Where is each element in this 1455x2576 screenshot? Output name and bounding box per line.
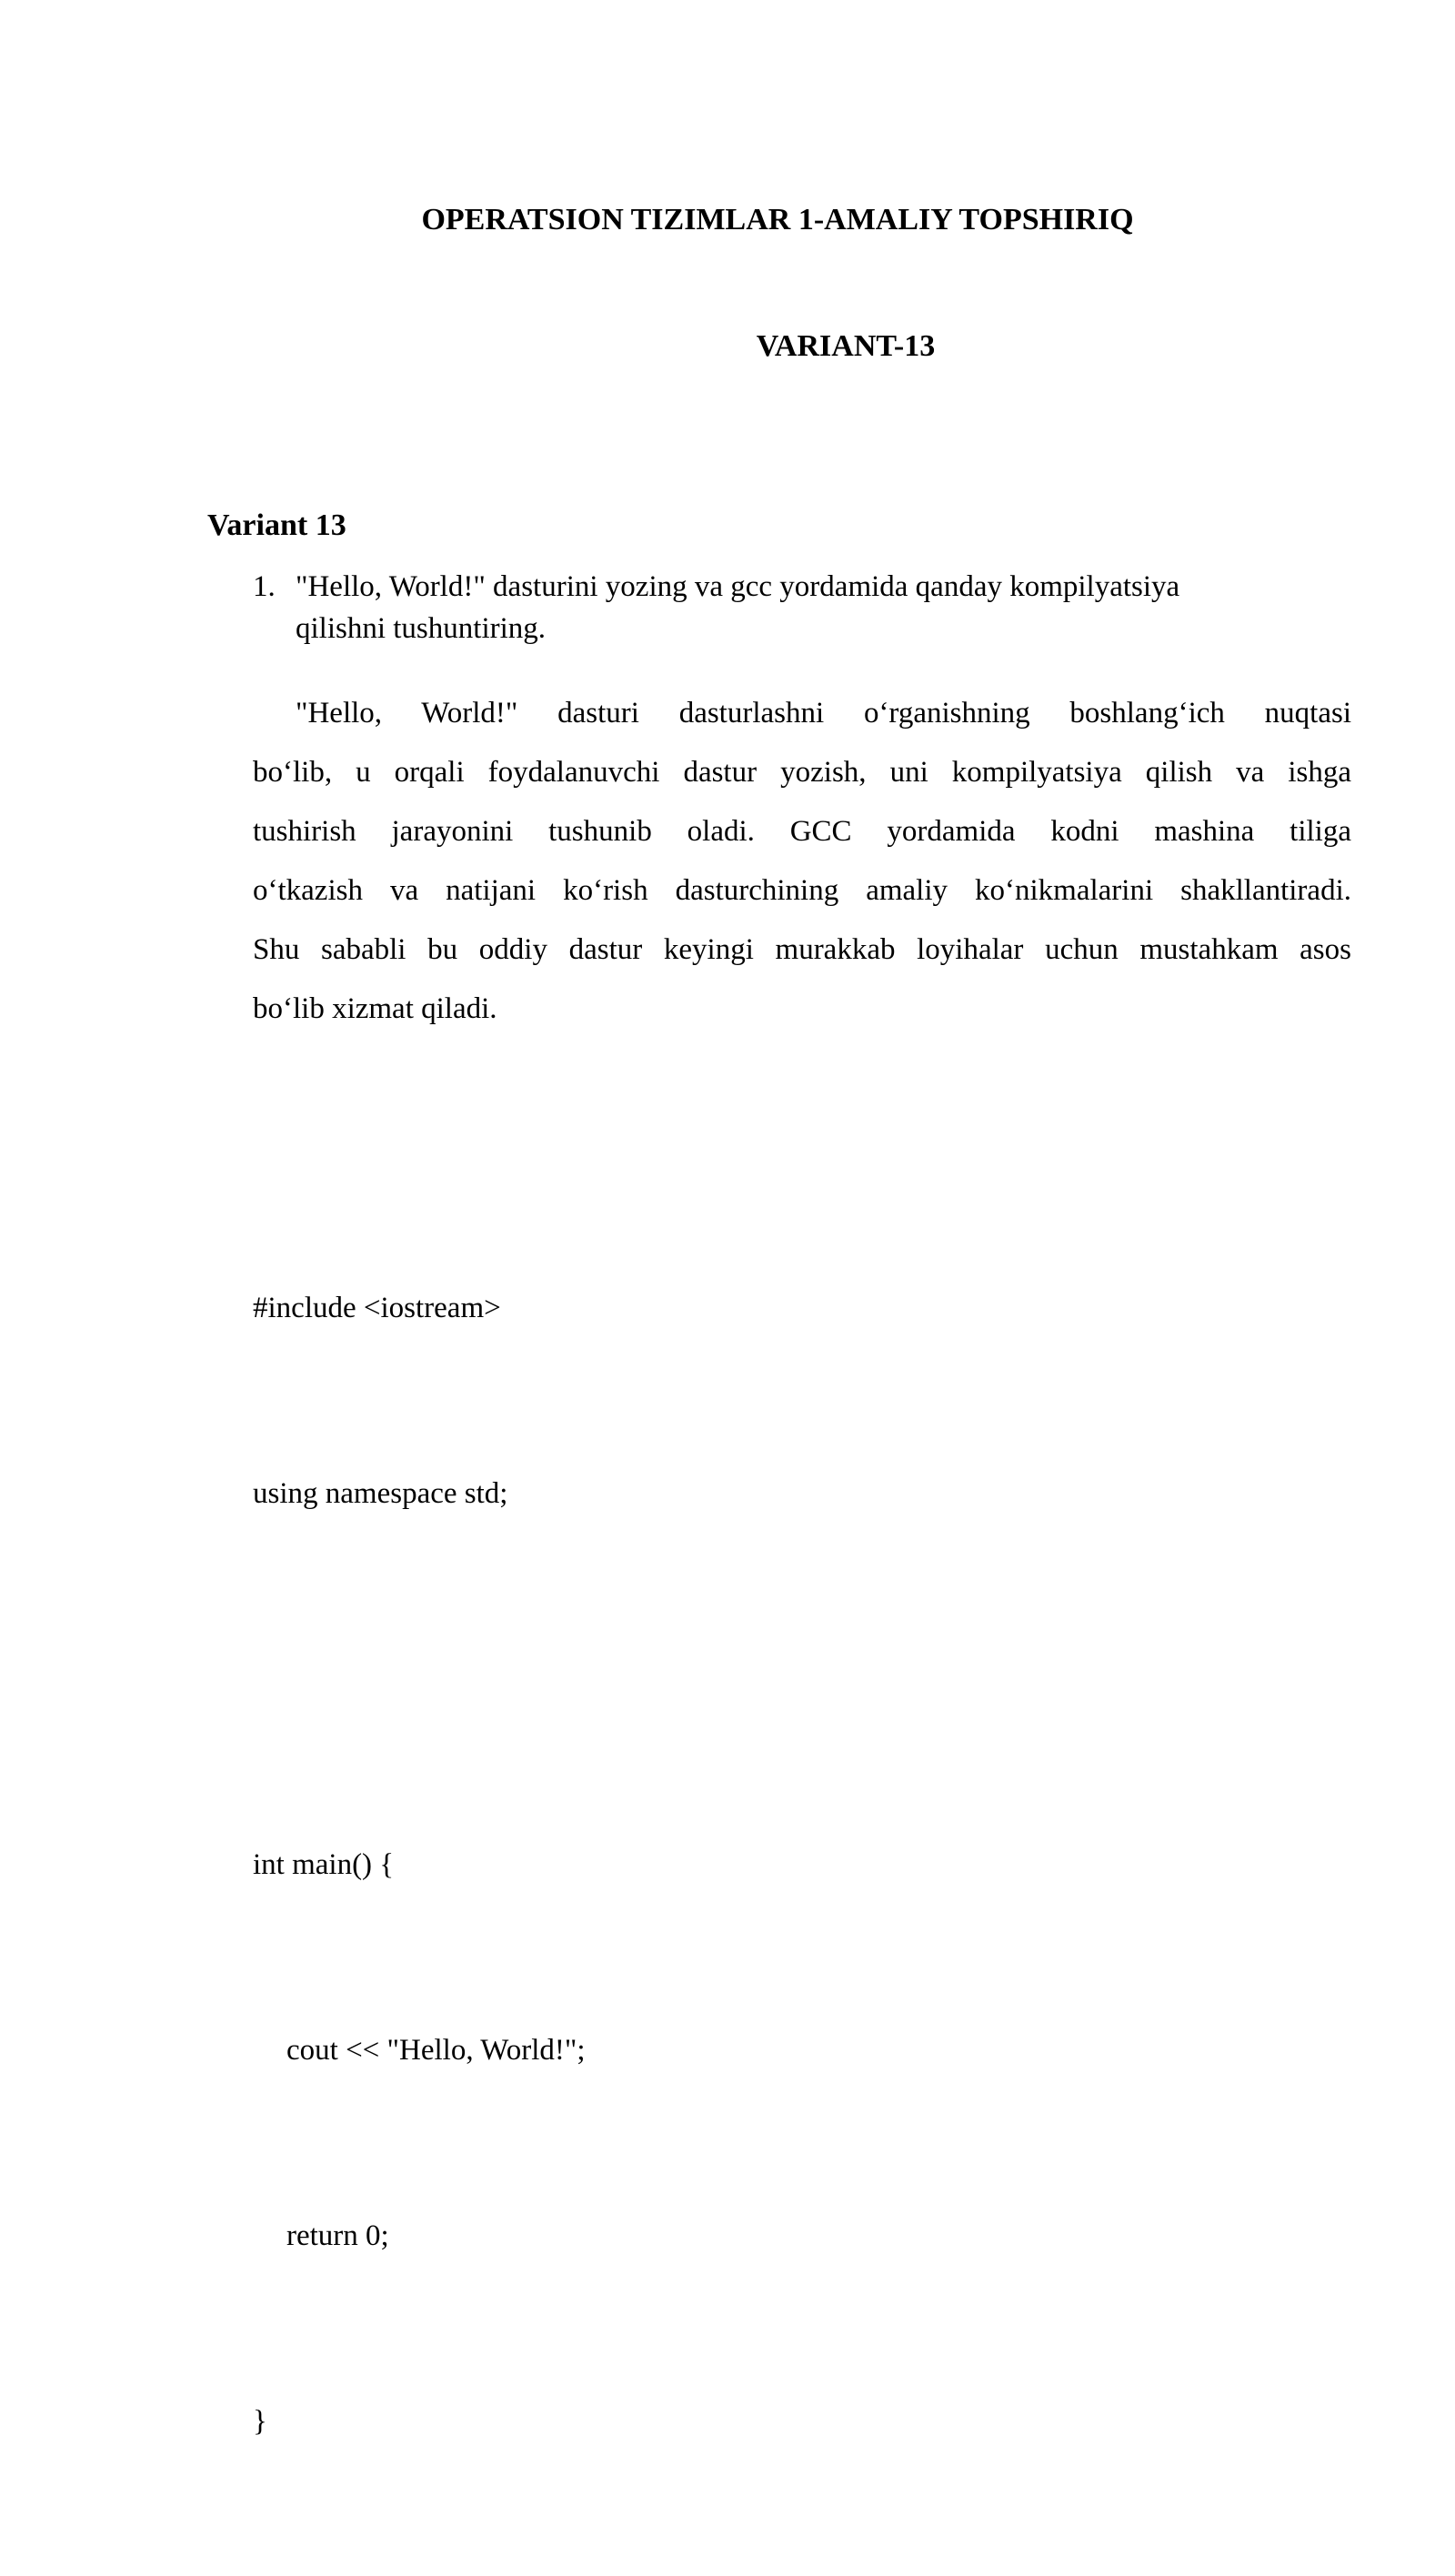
task-number: 1. [253,570,276,603]
code-line-blank [253,1648,586,1710]
code-line: cout << "Hello, World!"; [286,2034,586,2067]
code-block [253,1153,586,2576]
code-line: int main() { [253,1848,395,1881]
code-line: using namespace std; [253,1477,508,1510]
paragraph-line: tushirish jarayonini tushunib oladi. GCC yordamida kodni mashina tiliga [253,815,1351,848]
paragraph-line: bo‘lib xizmat qiladi. [253,992,497,1025]
document-title: OPERATSION TIZIMLAR 1-AMALIY TOPSHIRIQ [421,203,1134,236]
variant-title: VARIANT-13 [756,329,936,363]
paragraph-line: Shu sababli bu oddiy dastur keyingi murakkab loyihalar uchun mustahkam asos [253,933,1351,966]
explanation-paragraph [253,684,1351,1039]
task-text [296,566,1369,649]
paragraph-line: bo‘lib, u orqali foydalanuvchi dastur yozish, uni kompilyatsiya qilish va ishga [253,756,1351,789]
code-line: #include <iostream> [253,1292,501,1324]
task-line: qilishni tushuntiring. [296,612,547,645]
code-line: } [253,2405,267,2438]
task-line: "Hello, World!" dasturini yozing va gcc yordamida qanday kompilyatsiya [296,570,1180,603]
paragraph-line: o‘tkazish va natijani ko‘rish dasturchining amaliy ko‘nikmalarini shakllantiradi. [253,874,1351,907]
code-line: return 0; [286,2219,389,2252]
section-heading: Variant 13 [207,508,346,542]
paragraph-line: "Hello, World!" dasturi dasturlashni o‘rganishning boshlang‘ich nuqtasi [296,697,1351,730]
